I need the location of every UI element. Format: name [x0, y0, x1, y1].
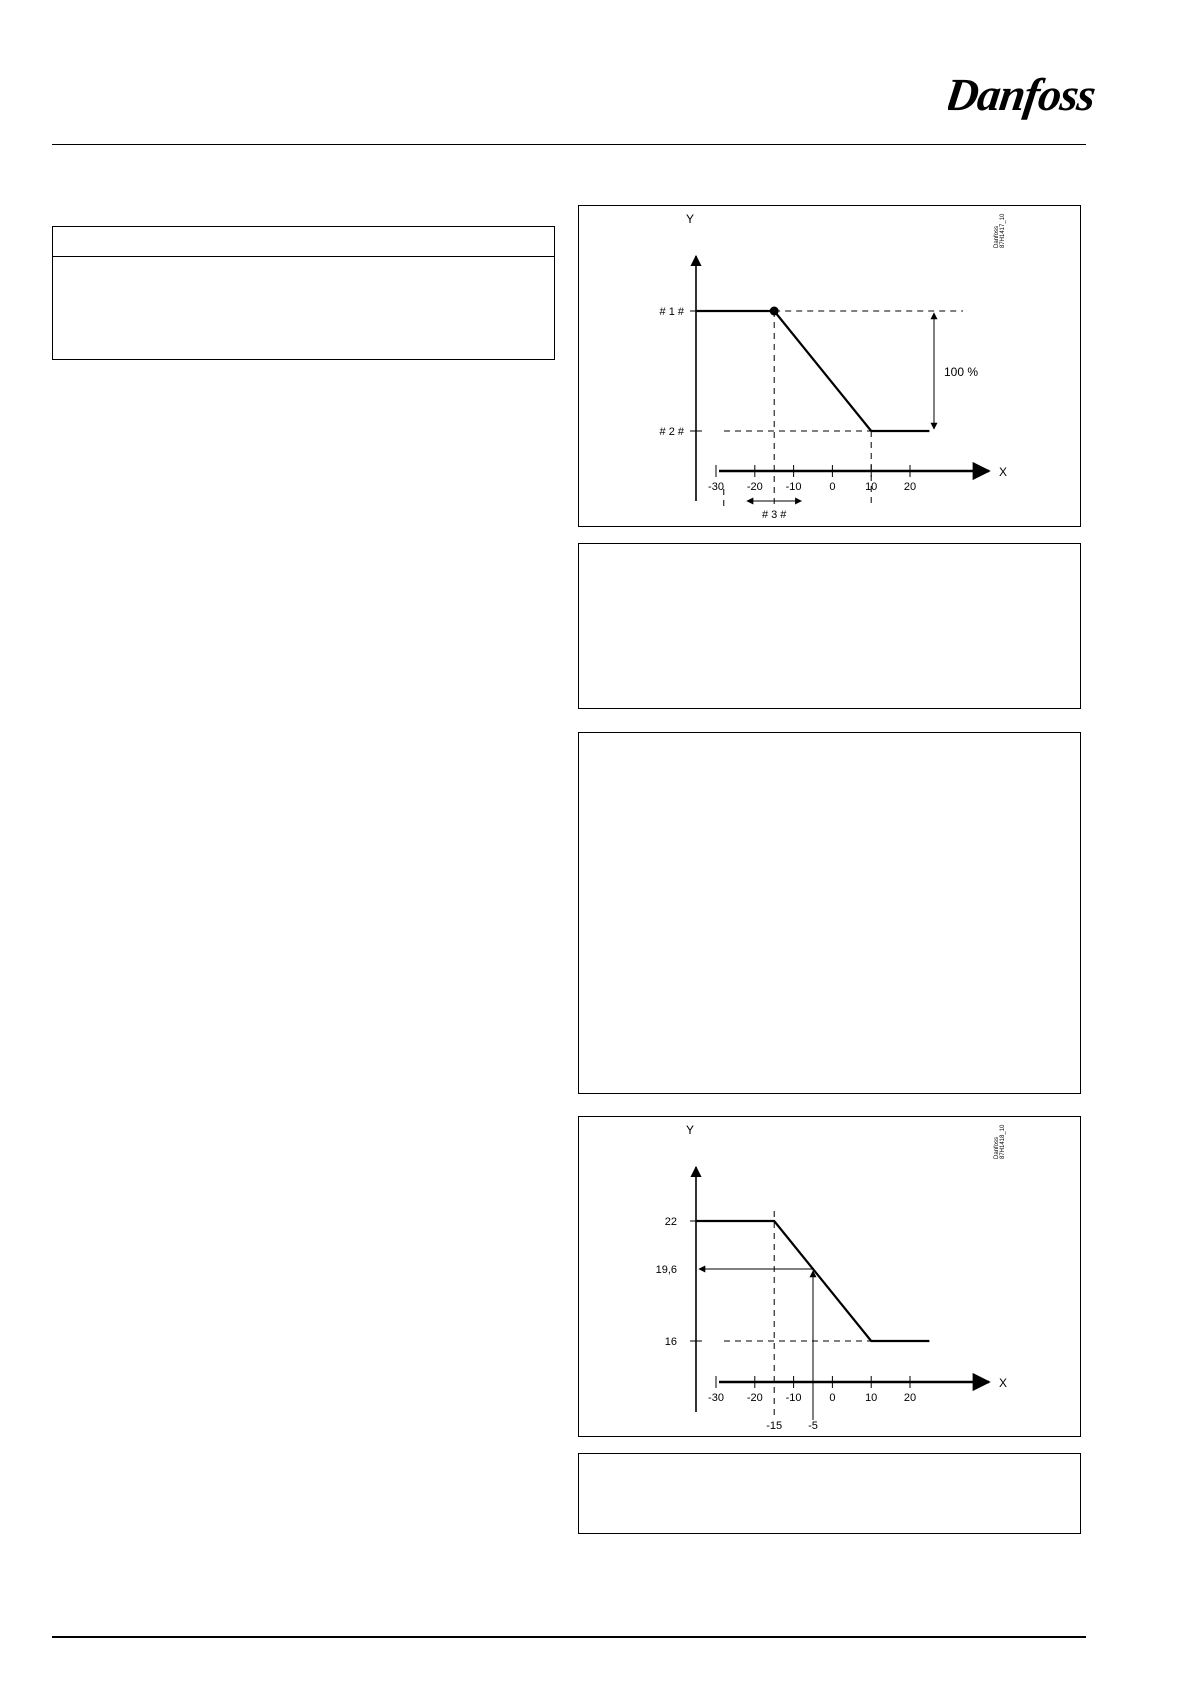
footer-rule [52, 1636, 1086, 1638]
span-label: 100 % [944, 365, 979, 379]
figure-code-id: 87H1418_10 [1000, 1124, 1006, 1159]
figure-box-1 [578, 205, 1081, 527]
y-label: 22 [664, 1216, 677, 1228]
x-axis-label: X [999, 465, 1008, 479]
y-label: 19,6 [655, 1264, 677, 1276]
y-label-2: # 2 # [659, 426, 684, 438]
chart-2 [579, 1117, 1080, 1436]
caption-box-2 [578, 1453, 1081, 1534]
caption-box-1 [578, 543, 1081, 709]
chart-1 [579, 206, 1080, 526]
x-axis-label: X [999, 1376, 1008, 1390]
header-rule [52, 144, 1086, 145]
y-label-1: # 1 # [659, 306, 684, 318]
x-tick-label: -10 [785, 481, 802, 493]
info-table-header [53, 227, 554, 257]
x-tick-label: -10 [785, 1392, 802, 1404]
text-box-2 [578, 732, 1081, 1094]
x-tick-label: -30 [708, 481, 724, 493]
brand-logo [948, 64, 1098, 124]
figure-box-2 [578, 1116, 1081, 1437]
figure-code-brand: Danfoss [994, 225, 1000, 248]
x-tick-label: -30 [708, 1392, 724, 1404]
marker-label-left: -15 [766, 1420, 783, 1432]
x-tick-label: 20 [903, 481, 917, 493]
x-tick-label: 10 [865, 1392, 878, 1404]
y-label: 16 [664, 1336, 677, 1348]
marker-label-right: -5 [808, 1420, 818, 1432]
x-tick-label: -20 [746, 481, 763, 493]
info-table-box [52, 226, 555, 360]
x-tick-label: -20 [746, 1392, 763, 1404]
x-tick-label: 0 [829, 1392, 836, 1404]
width-label: # 3 # [761, 509, 787, 521]
y-axis-label: Y [685, 1123, 695, 1137]
figure-code-id: 87H1417_10 [1000, 213, 1006, 248]
x-tick-label: 0 [829, 481, 836, 493]
series-curve [697, 311, 930, 431]
figure-code-brand: Danfoss [994, 1136, 1000, 1159]
y-axis-label: Y [685, 212, 695, 226]
brand-logo-text: Danfoss [948, 69, 1098, 120]
x-tick-label: 10 [865, 481, 878, 493]
x-tick-label: 20 [903, 1392, 917, 1404]
breakpoint-dot [770, 307, 779, 316]
